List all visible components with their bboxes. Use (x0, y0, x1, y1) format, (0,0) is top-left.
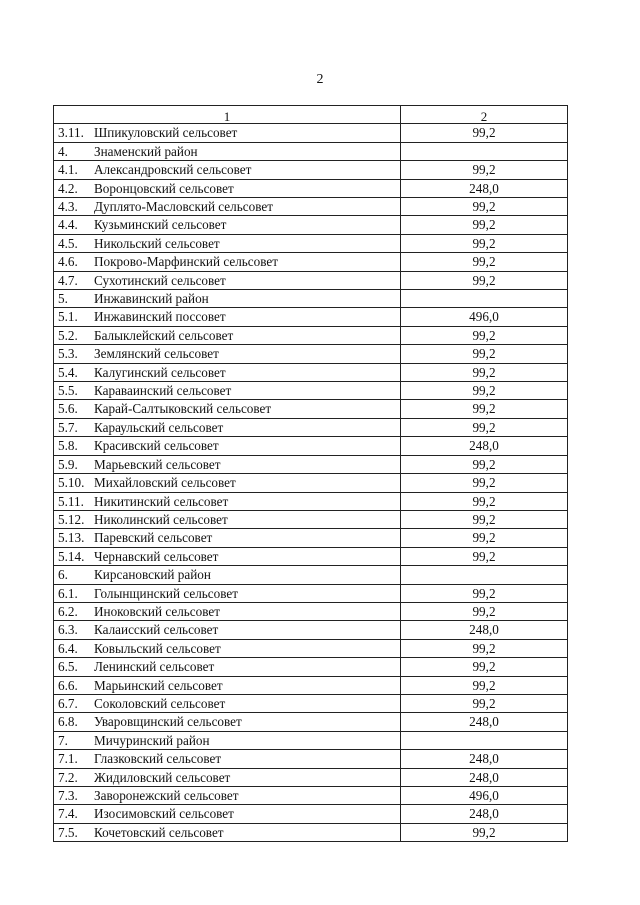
table-row (54, 787, 568, 805)
row-number: 6.2. (58, 603, 78, 619)
value-cell (401, 142, 568, 160)
value-cell: 99,2 (401, 418, 568, 436)
value-cell: 99,2 (401, 216, 568, 234)
row-number: 7.3. (58, 788, 78, 804)
table-body (54, 124, 568, 842)
value-cell: 99,2 (401, 602, 568, 620)
table-row (54, 345, 568, 363)
value-cell: 99,2 (401, 510, 568, 528)
row-number: 5. (58, 291, 68, 307)
row-number: 6.8. (58, 714, 78, 730)
value-cell: 99,2 (401, 271, 568, 289)
table-row (54, 179, 568, 197)
table-row (54, 768, 568, 786)
row-number: 6.7. (58, 695, 78, 711)
value-cell: 496,0 (401, 787, 568, 805)
name-cell (54, 161, 401, 179)
row-name: Караульский сельсовет (94, 419, 224, 435)
value-cell: 248,0 (401, 179, 568, 197)
table-row (54, 474, 568, 492)
table-row (54, 382, 568, 400)
name-cell (54, 363, 401, 381)
row-name: Изосимовский сельсовет (94, 806, 234, 822)
name-cell (54, 529, 401, 547)
value-cell: 248,0 (401, 713, 568, 731)
row-number: 7.5. (58, 824, 78, 840)
table-row (54, 124, 568, 142)
table-row (54, 584, 568, 602)
name-cell (54, 713, 401, 731)
table-row (54, 639, 568, 657)
name-cell (54, 768, 401, 786)
row-name: Никольский сельсовет (94, 235, 220, 251)
value-cell: 248,0 (401, 750, 568, 768)
value-cell: 99,2 (401, 198, 568, 216)
row-name: Караваинский сельсовет (94, 383, 232, 399)
row-number: 5.14. (58, 548, 85, 564)
row-name: Михайловский сельсовет (94, 475, 236, 491)
row-number: 4.5. (58, 235, 78, 251)
value-cell: 99,2 (401, 547, 568, 565)
value-cell: 99,2 (401, 823, 568, 841)
name-cell (54, 731, 401, 749)
row-number: 5.11. (58, 493, 84, 509)
row-name: Чернавский сельсовет (94, 548, 219, 564)
row-name: Жидиловский сельсовет (94, 769, 231, 785)
table-row (54, 750, 568, 768)
row-name: Ленинский сельсовет (94, 659, 215, 675)
row-number: 5.3. (58, 346, 78, 362)
table-row (54, 602, 568, 620)
row-name: Карай-Салтыковский сельсовет (94, 401, 272, 417)
name-cell (54, 750, 401, 768)
row-name: Марьевский сельсовет (94, 456, 221, 472)
table-row (54, 547, 568, 565)
name-cell (54, 547, 401, 565)
table-row (54, 142, 568, 160)
row-number: 5.4. (58, 364, 78, 380)
row-number: 6.5. (58, 659, 78, 675)
row-number: 4.1. (58, 162, 78, 178)
row-name: Кочетовский сельсовет (94, 824, 224, 840)
row-name: Покрово-Марфинский сельсовет (94, 254, 279, 270)
value-cell: 99,2 (401, 584, 568, 602)
value-cell: 496,0 (401, 308, 568, 326)
value-cell: 99,2 (401, 474, 568, 492)
name-cell (54, 787, 401, 805)
row-name: Кузьминский сельсовет (94, 217, 227, 233)
value-cell (401, 566, 568, 584)
row-name: Уваровщинский сельсовет (94, 714, 242, 730)
table-row (54, 713, 568, 731)
table-row (54, 363, 568, 381)
row-number: 6.4. (58, 640, 78, 656)
value-cell: 99,2 (401, 124, 568, 142)
row-name: Голынщинский сельсовет (94, 585, 238, 601)
data-table (53, 105, 568, 842)
value-cell: 99,2 (401, 400, 568, 418)
table-row (54, 216, 568, 234)
table-row (54, 694, 568, 712)
name-cell (54, 658, 401, 676)
value-cell: 99,2 (401, 492, 568, 510)
name-cell (54, 676, 401, 694)
name-cell (54, 639, 401, 657)
row-number: 4.4. (58, 217, 78, 233)
table-row (54, 566, 568, 584)
value-cell: 248,0 (401, 768, 568, 786)
table-row (54, 161, 568, 179)
name-cell (54, 142, 401, 160)
row-number: 6.1. (58, 585, 78, 601)
name-cell (54, 271, 401, 289)
row-number: 5.8. (58, 438, 78, 454)
table-row (54, 492, 568, 510)
value-cell: 99,2 (401, 161, 568, 179)
row-name: Калугинский сельсовет (94, 364, 226, 380)
row-number: 6.3. (58, 622, 78, 638)
table-row (54, 529, 568, 547)
name-cell (54, 437, 401, 455)
name-cell (54, 253, 401, 271)
row-name: Марьинский сельсовет (94, 677, 223, 693)
value-cell: 99,2 (401, 658, 568, 676)
name-cell (54, 124, 401, 142)
name-cell (54, 198, 401, 216)
row-name: Иноковский сельсовет (94, 603, 221, 619)
row-name: Красивский сельсовет (94, 438, 219, 454)
name-cell (54, 602, 401, 620)
table-row (54, 198, 568, 216)
name-cell (54, 694, 401, 712)
value-cell: 99,2 (401, 639, 568, 657)
table-row (54, 455, 568, 473)
row-name: Глазковский сельсовет (94, 751, 222, 767)
row-name: Воронцовский сельсовет (94, 180, 234, 196)
value-cell: 99,2 (401, 382, 568, 400)
row-number: 6. (58, 567, 68, 583)
row-name: Шпикуловский сельсовет (94, 125, 238, 141)
name-cell (54, 216, 401, 234)
table-row (54, 823, 568, 841)
row-number: 4.7. (58, 272, 78, 288)
row-name: Николинский сельсовет (94, 511, 228, 527)
value-cell: 99,2 (401, 345, 568, 363)
value-cell: 99,2 (401, 529, 568, 547)
table-row (54, 326, 568, 344)
name-cell (54, 823, 401, 841)
table-row (54, 271, 568, 289)
table-row (54, 731, 568, 749)
table-row (54, 290, 568, 308)
row-number: 7. (58, 732, 68, 748)
row-number: 3.11. (58, 125, 84, 141)
row-number: 6.6. (58, 677, 78, 693)
row-number: 4.6. (58, 254, 78, 270)
row-name: Балыклейский сельсовет (94, 327, 234, 343)
name-cell (54, 474, 401, 492)
name-cell (54, 418, 401, 436)
table-row (54, 253, 568, 271)
table-row (54, 510, 568, 528)
name-cell (54, 234, 401, 252)
row-number: 7.2. (58, 769, 78, 785)
row-name: Александровский сельсовет (94, 162, 252, 178)
row-number: 4.2. (58, 180, 78, 196)
value-cell: 99,2 (401, 694, 568, 712)
name-cell (54, 455, 401, 473)
name-cell (54, 566, 401, 584)
row-name: Никитинский сельсовет (94, 493, 229, 509)
table-row (54, 234, 568, 252)
name-cell (54, 510, 401, 528)
value-cell: 99,2 (401, 363, 568, 381)
row-name: Знаменский район (94, 143, 198, 159)
value-cell: 99,2 (401, 253, 568, 271)
row-name: Паревский сельсовет (94, 530, 213, 546)
row-number: 5.7. (58, 419, 78, 435)
row-number: 5.13. (58, 530, 85, 546)
table-header (54, 106, 568, 124)
row-name: Заворонежский сельсовет (94, 788, 239, 804)
row-number: 5.10. (58, 475, 85, 491)
name-cell (54, 290, 401, 308)
row-number: 4. (58, 143, 68, 159)
value-cell (401, 731, 568, 749)
table-row (54, 658, 568, 676)
row-name: Дуплято-Масловский сельсовет (94, 199, 273, 215)
value-cell: 99,2 (401, 326, 568, 344)
name-cell (54, 345, 401, 363)
row-number: 5.1. (58, 309, 78, 325)
table-row (54, 676, 568, 694)
value-cell: 99,2 (401, 676, 568, 694)
value-cell: 248,0 (401, 621, 568, 639)
table-row (54, 621, 568, 639)
value-cell: 248,0 (401, 437, 568, 455)
value-cell: 99,2 (401, 455, 568, 473)
name-cell (54, 584, 401, 602)
row-name: Землянский сельсовет (94, 346, 219, 362)
row-name: Инжавинский район (94, 291, 209, 307)
column-header-1: 1 (54, 106, 401, 124)
column-header-2: 2 (401, 106, 568, 124)
row-number: 4.3. (58, 199, 78, 215)
row-name: Ковыльский сельсовет (94, 640, 221, 656)
page-number: 2 (316, 72, 324, 87)
name-cell (54, 308, 401, 326)
row-number: 5.12. (58, 511, 85, 527)
table-row (54, 805, 568, 823)
row-name: Сухотинский сельсовет (94, 272, 226, 288)
row-name: Мичуринский район (94, 732, 210, 748)
value-cell: 248,0 (401, 805, 568, 823)
name-cell (54, 382, 401, 400)
name-cell (54, 179, 401, 197)
header-row (54, 106, 568, 124)
name-cell (54, 400, 401, 418)
row-number: 7.4. (58, 806, 78, 822)
row-number: 5.5. (58, 383, 78, 399)
value-cell (401, 290, 568, 308)
row-name: Кирсановский район (94, 567, 211, 583)
row-number: 7.1. (58, 751, 78, 767)
table-row (54, 418, 568, 436)
table-row (54, 308, 568, 326)
name-cell (54, 326, 401, 344)
name-cell (54, 805, 401, 823)
name-cell (54, 621, 401, 639)
row-name: Калаисский сельсовет (94, 622, 219, 638)
value-cell: 99,2 (401, 234, 568, 252)
row-number: 5.2. (58, 327, 78, 343)
row-number: 5.6. (58, 401, 78, 417)
row-name: Соколовский сельсовет (94, 695, 226, 711)
row-number: 5.9. (58, 456, 78, 472)
table-row (54, 400, 568, 418)
row-name: Инжавинский поссовет (94, 309, 226, 325)
name-cell (54, 492, 401, 510)
table-row (54, 437, 568, 455)
